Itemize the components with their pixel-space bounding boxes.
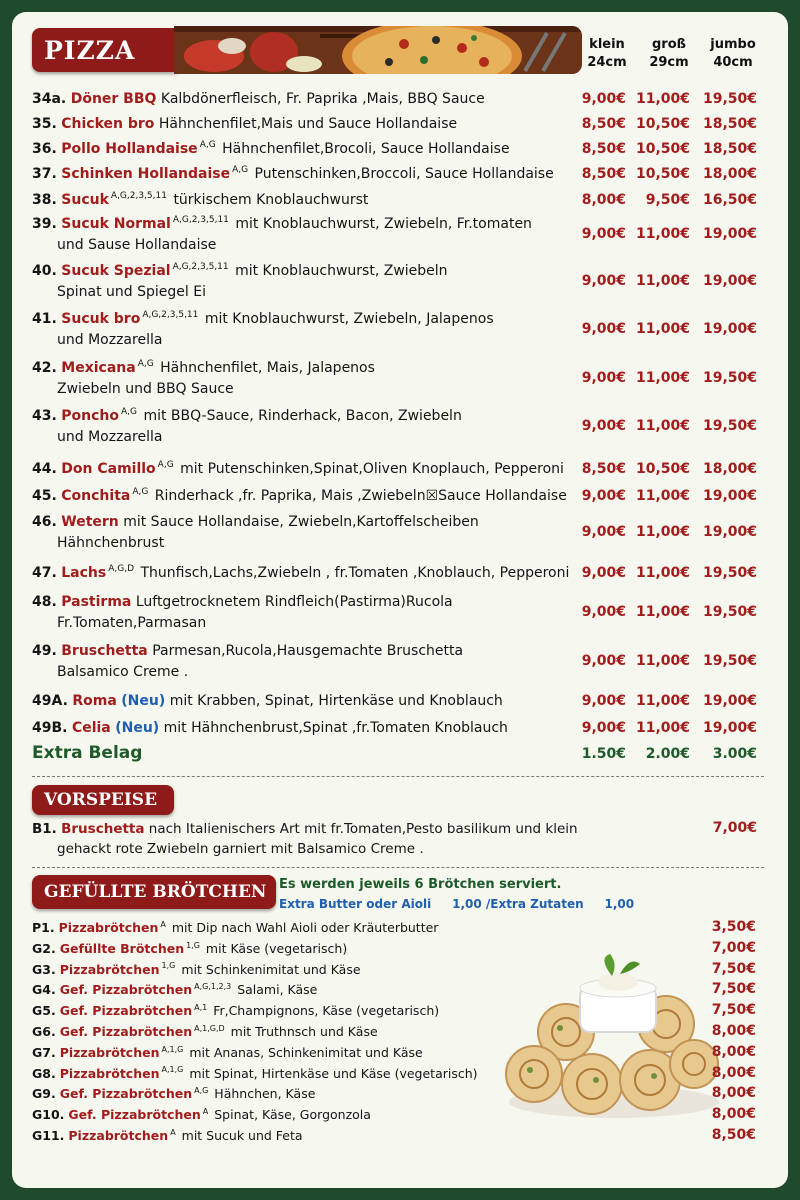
price-klein: 9,00€ xyxy=(581,418,626,434)
item-number: G8. xyxy=(32,1065,56,1081)
price-jumbo: 19,00€ xyxy=(702,273,757,289)
item-number: 40. xyxy=(32,263,57,279)
item-description: mit Hähnchenbrust,Spinat ,fr.Tomaten Knoblauch xyxy=(163,720,508,736)
allergen-codes: A,1,G xyxy=(161,1065,184,1075)
item-number: P1. xyxy=(32,920,55,935)
extra-price-jumbo: 3.00€ xyxy=(712,746,757,762)
item-description: Hähnchenfilet, Mais, Jalapenos xyxy=(160,360,375,376)
price-jumbo: 19,00€ xyxy=(702,524,757,540)
price-jumbo: 19,00€ xyxy=(702,488,757,504)
price-gross: 11,00€ xyxy=(635,565,690,581)
item-number: 39. xyxy=(32,216,57,232)
price-klein: 9,00€ xyxy=(581,653,626,669)
item-name: Sucuk Spezial xyxy=(61,263,171,279)
item-description-line2: und Sause Hollandaise xyxy=(57,237,217,253)
broetchen-price: 8,00€ xyxy=(711,1043,756,1060)
item-name: Sucuk Normal xyxy=(61,216,171,232)
allergen-codes: A,G xyxy=(137,359,154,370)
allergen-codes: A,G,2,3,5,11 xyxy=(110,191,167,202)
item-description: türkischem Knoblauchwurst xyxy=(173,192,369,208)
pizza-banner: PIZZA xyxy=(32,28,182,72)
allergen-codes: 1,G xyxy=(186,940,200,950)
item-number: 42. xyxy=(32,360,57,376)
item-number: 49B. xyxy=(32,720,68,736)
item-name: Wetern xyxy=(61,514,119,530)
item-number: B1. xyxy=(32,821,57,837)
broetchen-item xyxy=(32,981,317,999)
item-name: Pizzabrötchen xyxy=(59,961,160,977)
item-number: G10. xyxy=(32,1107,65,1123)
broetchen-banner: GEFÜLLTE BRÖTCHEN xyxy=(32,875,276,909)
item-number: 37. xyxy=(32,166,57,182)
broetchen-item xyxy=(32,1106,371,1124)
broetchen-price: 8,00€ xyxy=(711,1023,756,1039)
price-klein: 8,00€ xyxy=(581,192,626,208)
price-klein: 9,00€ xyxy=(581,321,626,337)
item-name: Sucuk xyxy=(61,192,109,208)
price-klein: 9,00€ xyxy=(581,604,626,620)
price-gross: 10,50€ xyxy=(635,116,690,132)
size-header-gross: groß 29cm xyxy=(649,37,689,70)
allergen-codes: A,G xyxy=(232,165,249,176)
broetchen-item xyxy=(32,961,361,979)
allergen-codes: A,G,2,3,5,11 xyxy=(172,215,229,226)
item-description: mit Schinkenimitat und Käse xyxy=(181,961,361,977)
item-name: Gef. Pizzabrötchen xyxy=(59,982,193,998)
price-gross: 11,00€ xyxy=(635,226,690,242)
item-description-line2: gehackt rote Zwiebeln garniert mit Balsamico Creme . xyxy=(57,841,424,857)
broetchen-price: 8,50€ xyxy=(711,1127,756,1143)
vorspeise-price: 7,00€ xyxy=(712,820,757,836)
item-name: Poncho xyxy=(61,408,119,424)
broetchen-price: 7,50€ xyxy=(711,960,756,977)
item-description: Hähnchenfilet,Brocoli, Sauce Hollandaise xyxy=(222,141,510,157)
item-description-line2: Balsamico Creme . xyxy=(57,664,189,680)
allergen-codes: A,G,2,3,5,11 xyxy=(172,262,229,273)
divider xyxy=(32,867,764,868)
item-number: G9. xyxy=(32,1086,56,1102)
item-number: 46. xyxy=(32,514,57,530)
price-gross: 11,00€ xyxy=(635,604,690,620)
broetchen-price: 8,00€ xyxy=(711,1085,756,1102)
allergen-codes: A xyxy=(202,1107,209,1117)
price-jumbo: 19,50€ xyxy=(702,604,757,620)
price-jumbo: 19,00€ xyxy=(702,693,757,709)
allergen-codes: A,G xyxy=(157,460,174,471)
vorspeise-banner: VORSPEISE xyxy=(32,785,174,815)
price-klein: 9,00€ xyxy=(581,693,626,709)
item-description: Spinat, Käse, Gorgonzola xyxy=(214,1107,371,1123)
size-header-klein: klein 24cm xyxy=(587,37,627,70)
broetchen-item xyxy=(32,1085,315,1103)
broetchen-price: 8,00€ xyxy=(711,1064,756,1081)
pizza-header-image xyxy=(174,26,582,74)
allergen-codes: A xyxy=(160,919,166,929)
item-name: Pizzabrötchen xyxy=(59,1044,160,1060)
size-header-jumbo: jumbo 40cm xyxy=(710,37,756,70)
item-name: Mexicana xyxy=(61,360,136,376)
item-description: Kalbdönerfleisch, Fr. Paprika ,Mais, BBQ Sauce xyxy=(160,91,485,107)
item-name: Lachs xyxy=(61,565,107,581)
broetchen-item xyxy=(32,1023,378,1041)
price-klein: 9,00€ xyxy=(581,488,626,504)
item-description: mit Dip nach Wahl Aioli oder Kräuterbutter xyxy=(171,920,439,935)
item-number: 36. xyxy=(32,141,57,157)
item-number: G7. xyxy=(32,1044,56,1060)
price-jumbo: 19,00€ xyxy=(702,321,757,337)
item-description: Hähnchen, Käse xyxy=(214,1086,316,1102)
price-gross: 11,00€ xyxy=(635,693,690,709)
item-name: Gef. Pizzabrötchen xyxy=(59,1024,193,1039)
price-jumbo: 18,00€ xyxy=(702,166,757,182)
broetchen-item xyxy=(32,1044,423,1062)
item-description: mit Knoblauchwurst, Zwiebeln, Jalapenos xyxy=(204,311,494,327)
new-badge: (Neu) xyxy=(121,693,166,709)
item-number: 44. xyxy=(32,461,57,477)
item-description: Rinderhack ,fr. Paprika, Mais ,Zwiebeln☒Sauce Hollandaise xyxy=(154,488,567,504)
price-gross: 10,50€ xyxy=(635,141,690,157)
item-description: Parmesan,Rucola,Hausgemachte Bruschetta xyxy=(152,643,464,659)
price-jumbo: 18,50€ xyxy=(702,141,757,157)
broetchen-item xyxy=(32,940,347,958)
item-number: G3. xyxy=(32,961,56,977)
item-description: Salami, Käse xyxy=(237,982,318,998)
item-name: Gefüllte Brötchen xyxy=(59,940,185,956)
item-name: Döner BBQ xyxy=(70,91,157,107)
item-description-line2: und Mozzarella xyxy=(57,332,163,348)
broetchen-note: Es werden jeweils 6 Brötchen serviert. xyxy=(279,877,562,892)
price-klein: 9,00€ xyxy=(581,720,626,736)
allergen-codes: 1,G xyxy=(161,961,176,971)
item-description-line2: Spinat und Spiegel Ei xyxy=(57,284,206,300)
item-description: Hähnchenfilet,Mais und Sauce Hollandaise xyxy=(158,116,458,132)
extra-price-gross: 2.00€ xyxy=(645,746,690,762)
broetchen-price: 7,00€ xyxy=(711,939,756,956)
price-jumbo: 19,50€ xyxy=(702,370,757,386)
item-name: Gef. Pizzabrötchen xyxy=(68,1107,201,1123)
item-name: Celia xyxy=(71,720,111,736)
allergen-codes: A,1,G,D xyxy=(194,1023,225,1033)
new-badge: (Neu) xyxy=(115,720,160,736)
price-gross: 9,50€ xyxy=(645,192,690,208)
item-description-line2: Zwiebeln und BBQ Sauce xyxy=(57,381,234,397)
item-description-line2: Fr.Tomaten,Parmasan xyxy=(57,615,207,631)
broetchen-price: 7,50€ xyxy=(711,1002,756,1019)
allergen-codes: A,G xyxy=(194,1086,209,1096)
item-number: G11. xyxy=(32,1128,65,1143)
price-gross: 11,00€ xyxy=(635,370,690,386)
price-jumbo: 16,50€ xyxy=(702,192,757,208)
item-name: Pizzabrötchen xyxy=(58,920,159,935)
allergen-codes: A,G,1,2,3 xyxy=(194,982,232,992)
broetchen-price: 8,00€ xyxy=(711,1106,756,1123)
price-gross: 11,00€ xyxy=(635,321,690,337)
price-klein: 9,00€ xyxy=(581,565,626,581)
price-klein: 9,00€ xyxy=(581,226,626,242)
item-name: Pizzabrötchen xyxy=(59,1065,160,1081)
item-name: Roma xyxy=(72,693,117,709)
price-klein: 9,00€ xyxy=(581,370,626,386)
vorspeise-item xyxy=(32,819,772,859)
price-klein: 9,00€ xyxy=(581,91,626,107)
price-gross: 11,00€ xyxy=(635,488,690,504)
price-jumbo: 19,50€ xyxy=(702,565,757,581)
item-description: mit Sucuk und Feta xyxy=(181,1128,303,1143)
item-description: mit Krabben, Spinat, Hirtenkäse und Knoblauch xyxy=(169,693,503,709)
price-gross: 11,00€ xyxy=(635,524,690,540)
price-gross: 10,50€ xyxy=(635,461,690,477)
item-name: Bruschetta xyxy=(61,643,148,659)
item-name: Don Camillo xyxy=(61,461,156,477)
price-jumbo: 19,50€ xyxy=(702,418,757,434)
broetchen-item xyxy=(32,1065,478,1083)
item-name: Schinken Hollandaise xyxy=(61,166,231,182)
price-gross: 11,00€ xyxy=(635,720,690,736)
divider xyxy=(32,776,764,777)
price-gross: 11,00€ xyxy=(635,418,690,434)
item-description: mit Putenschinken,Spinat,Oliven Knoplauch, Pepperoni xyxy=(180,461,564,477)
item-description: mit Knoblauchwurst, Zwiebeln xyxy=(235,263,448,279)
price-gross: 11,00€ xyxy=(635,653,690,669)
allergen-codes: A xyxy=(170,1127,176,1137)
allergen-codes: A,G,D xyxy=(108,564,135,575)
price-klein: 9,00€ xyxy=(581,273,626,289)
item-name: Conchita xyxy=(61,488,131,504)
item-number: G5. xyxy=(32,1003,56,1019)
item-number: 34a. xyxy=(32,91,67,107)
item-number: 49A. xyxy=(32,693,68,709)
broetchen-price: 7,50€ xyxy=(711,981,756,998)
allergen-codes: A,G xyxy=(199,140,216,151)
item-description-line2: Hähnchenbrust xyxy=(57,535,165,551)
item-description-line2: und Mozzarella xyxy=(57,429,163,445)
item-number: G6. xyxy=(32,1024,56,1039)
extra-belag-label: Extra Belag xyxy=(32,743,143,763)
item-description: Fr,Champignons, Käse (vegetarisch) xyxy=(213,1003,440,1019)
price-jumbo: 18,50€ xyxy=(702,116,757,132)
price-gross: 10,50€ xyxy=(635,166,690,182)
item-number: 35. xyxy=(32,116,57,132)
item-number: 43. xyxy=(32,408,57,424)
broetchen-item xyxy=(32,1127,303,1145)
item-number: 47. xyxy=(32,565,57,581)
item-name: Gef. Pizzabrötchen xyxy=(59,1086,193,1102)
item-number: G2. xyxy=(32,940,56,956)
price-jumbo: 19,00€ xyxy=(702,226,757,242)
price-jumbo: 19,50€ xyxy=(702,653,757,669)
item-description: nach Italienischers Art mit fr.Tomaten,Pesto basilikum und klein xyxy=(148,821,578,837)
item-description: mit Spinat, Hirtenkäse und Käse (vegetarisch) xyxy=(189,1065,478,1081)
item-description: mit Käse (vegetarisch) xyxy=(205,940,348,956)
price-klein: 8,50€ xyxy=(581,461,626,477)
price-klein: 8,50€ xyxy=(581,116,626,132)
price-klein: 8,50€ xyxy=(581,166,626,182)
item-name: Chicken bro xyxy=(61,116,155,132)
extra-price-klein: 1.50€ xyxy=(581,746,626,762)
item-description: mit Sauce Hollandaise, Zwiebeln,Kartoffelscheiben xyxy=(123,514,479,530)
broetchen-extra-note: Extra Butter oder Aioli 1,00 /Extra Zutaten 1,00 xyxy=(279,897,635,911)
item-number: 48. xyxy=(32,594,57,610)
item-name: Sucuk bro xyxy=(61,311,141,327)
broetchen-item xyxy=(32,919,438,937)
item-number: 38. xyxy=(32,192,57,208)
item-name: Pollo Hollandaise xyxy=(61,141,198,157)
item-number: 41. xyxy=(32,311,57,327)
menu-page xyxy=(12,12,788,1188)
item-description: Putenschinken,Broccoli, Sauce Hollandaise xyxy=(254,166,554,182)
price-jumbo: 18,00€ xyxy=(702,461,757,477)
item-name: Pastirma xyxy=(61,594,132,610)
price-gross: 11,00€ xyxy=(635,273,690,289)
item-name: Bruschetta xyxy=(61,821,145,837)
allergen-codes: A,G,2,3,5,11 xyxy=(142,310,199,321)
price-jumbo: 19,00€ xyxy=(702,720,757,736)
allergen-codes: A,1,G xyxy=(161,1044,184,1054)
allergen-codes: A,1 xyxy=(194,1003,208,1013)
item-description: mit Ananas, Schinkenimitat und Käse xyxy=(189,1044,423,1060)
broetchen-item xyxy=(32,1002,439,1020)
allergen-codes: A,G xyxy=(132,487,149,498)
item-description: Thunfisch,Lachs,Zwiebeln , fr.Tomaten ,Knoblauch, Pepperoni xyxy=(140,565,570,581)
item-name: Pizzabrötchen xyxy=(68,1128,169,1143)
price-gross: 11,00€ xyxy=(635,91,690,107)
price-jumbo: 19,50€ xyxy=(702,91,757,107)
price-klein: 9,00€ xyxy=(581,524,626,540)
item-description: mit Truthnsch und Käse xyxy=(230,1024,378,1039)
allergen-codes: A,G xyxy=(121,407,137,418)
item-description: mit BBQ-Sauce, Rinderhack, Bacon, Zwiebeln xyxy=(143,408,462,424)
broetchen-price: 3,50€ xyxy=(711,919,756,935)
item-number: 49. xyxy=(32,643,57,659)
item-number: 45. xyxy=(32,488,57,504)
item-description: Luftgetrocknetem Rindfleich(Pastirma)Rucola xyxy=(135,594,453,610)
item-name: Gef. Pizzabrötchen xyxy=(59,1003,193,1019)
item-number: G4. xyxy=(32,982,56,998)
price-klein: 8,50€ xyxy=(581,141,626,157)
item-description: mit Knoblauchwurst, Zwiebeln, Fr.tomaten xyxy=(235,216,532,232)
